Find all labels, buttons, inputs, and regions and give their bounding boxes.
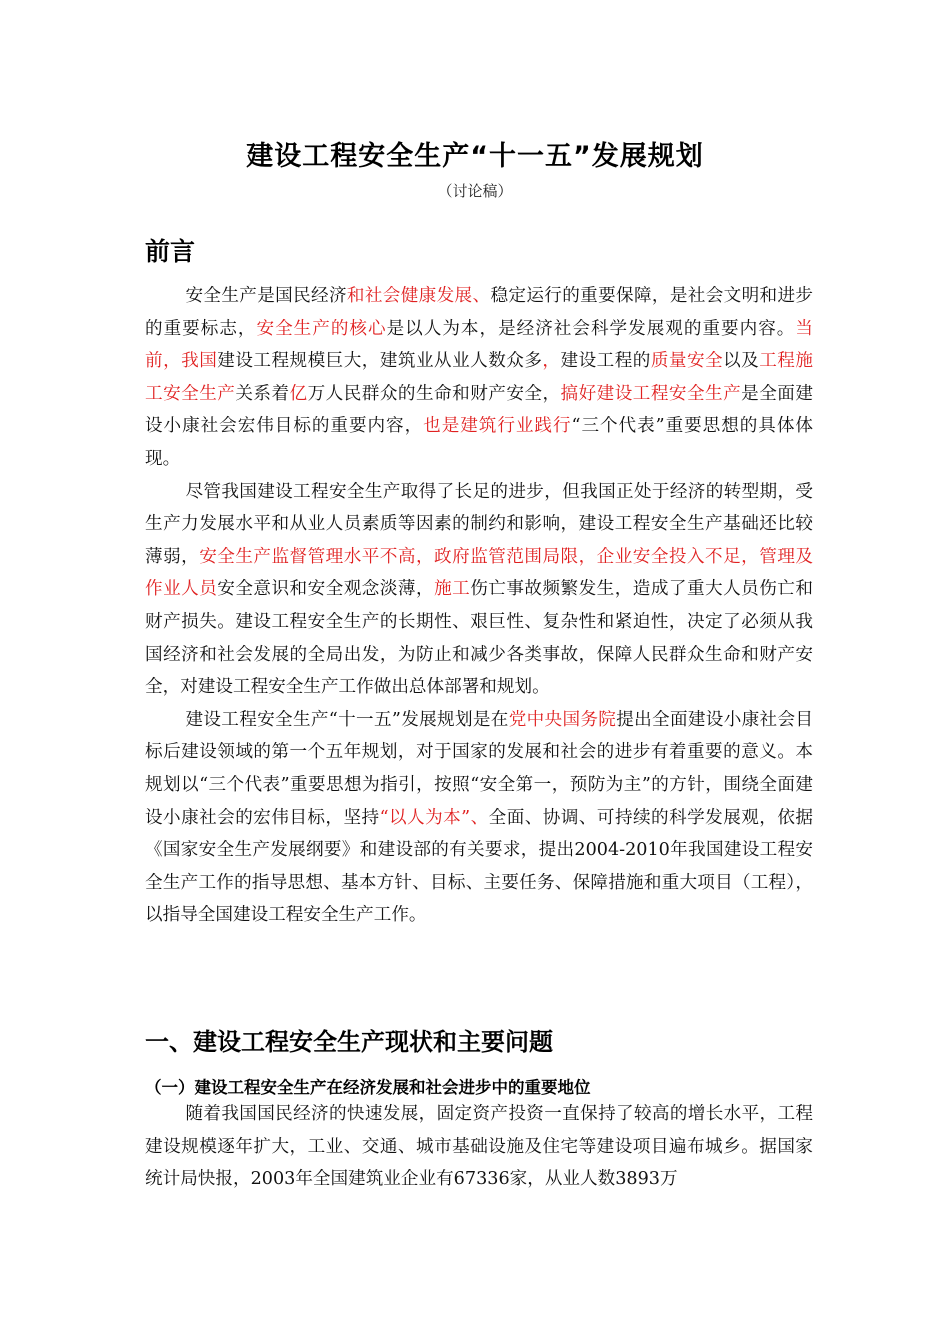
preface-body	[145, 280, 813, 932]
highlighted-text: “以人为本”、	[379, 807, 489, 828]
document-subtitle: （讨论稿）	[437, 182, 513, 200]
text-segment: 尽管我国建设工程安全生产取得了长足的进步，但我国正处于经济的转型期，受生产力发展水平和从业人员素质等因素的制约和影响，建设工程安全生产基础还比较薄弱，	[145, 481, 813, 567]
text-segment: 建设工程的	[560, 351, 651, 372]
highlighted-text: 建筑行业践行	[460, 416, 572, 437]
preface-paragraph	[145, 704, 813, 932]
section-paragraph: 随着我国国民经济的快速发展，固定资产投资一直保持了较高的增长水平，工程建设规模逐年扩大，工业、交通、城市基础设施及住宅等建设项目遍布城乡。据国家统计局快报，2003年全国建筑业企业有67336家，从业人数3893万	[145, 1104, 813, 1190]
text-segment: 伤亡事故频繁发生，造成了重大人员伤亡和财产损失。建设工程安全生产的长期性、艰巨性、复杂性和紧迫性，决定了必须从我国经济和社会发展的全局出发，为防止和减少各类事故，保障人民群众生命和财产安全，对建设工程安全生产工作做出总体部署和规划。	[145, 579, 813, 698]
highlighted-text: 当前，我国	[145, 318, 813, 372]
section-heading: 一、建设工程安全生产现状和主要问题	[145, 1028, 553, 1056]
section-body	[145, 1098, 813, 1196]
highlighted-text: 施工	[434, 579, 471, 600]
text-segment: 安全意识和安全观念淡薄，	[217, 579, 435, 600]
highlighted-text: ，	[542, 351, 561, 372]
text-segment: 关系着	[235, 383, 290, 404]
text-segment: “三个代表”重要思想的具体体现。	[145, 416, 813, 469]
document-title: 建设工程安全生产“十一五”发展规划	[246, 141, 704, 172]
text-segment: 建设工程规模巨大，建筑业从业人数众多	[217, 351, 543, 372]
text-segment: 是全面建设小康社会宏伟目标的重要内容，	[145, 383, 813, 437]
subsection-heading: （一）建设工程安全生产在经济发展和社会进步中的重要地位	[145, 1078, 591, 1097]
highlighted-text: 安全生产的核心	[256, 318, 387, 339]
highlighted-text: 搞好建设工程安全生产	[560, 383, 742, 404]
text-segment: 是以人为本，是经济社会科学发展观的重要内容。	[386, 318, 796, 339]
text-segment: 以及	[723, 351, 760, 372]
highlighted-text: 也是	[423, 416, 461, 437]
text-segment: 建设工程安全生产“十一五”发展规划是在	[185, 709, 509, 730]
preface-heading: 前言	[145, 237, 196, 266]
highlighted-text: 和社会健康发展、	[346, 286, 491, 306]
highlighted-text: 安全生产监督管理水平不高，政府监管范围局限，企业安全投入不足，管理及作业人员	[145, 546, 813, 600]
preface-paragraph	[145, 476, 813, 704]
highlighted-text: 质量安全	[650, 351, 724, 372]
highlighted-text: 工程施工安全生产	[145, 351, 813, 404]
text-segment: 稳定运行的重要保障，是社会文明和进步的重要标志，	[145, 286, 813, 339]
text-segment: 安全生产是国民经济	[185, 286, 347, 306]
preface-paragraph	[145, 280, 813, 476]
text-segment: 万人民群众的生命和财产安全，	[307, 383, 561, 404]
text-segment: 提出全面建设小康社会目标后建设领域的第一个五年规划，对于国家的发展和社会的进步有着重要的意义。本规划以“三个代表”重要思想为指引，按照“安全第一，预防为主”的方针，围绕全面建设小康社会的宏伟目标，坚持	[145, 709, 813, 828]
text-segment: 全面、协调、可持续的科学发展观，依据《国家安全生产发展纲要》和建设部的有关要求，提出2004-2010年我国建设工程安全生产工作的指导思想、基本方针、目标、主要任务、保障措施和重大项目（工程），以指导全国建设工程安全生产工作。	[145, 807, 813, 926]
highlighted-text: 党中央国务院	[508, 709, 617, 730]
highlighted-text: 亿	[289, 383, 308, 404]
